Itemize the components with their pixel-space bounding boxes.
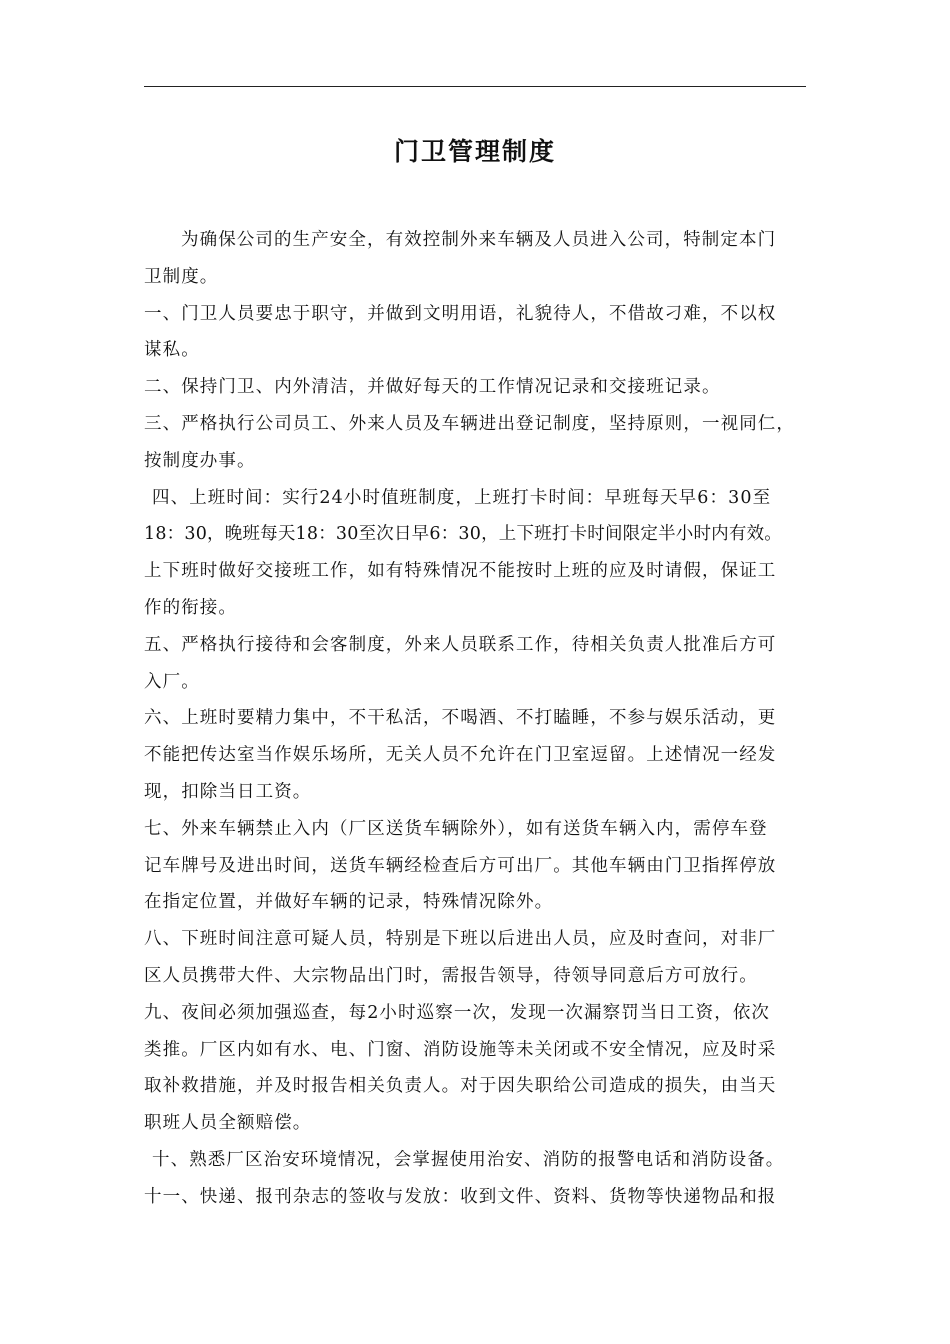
text-line: 18：30，晚班每天18：30至次日早6：30，上下班打卡时间限定半小时内有效。 bbox=[144, 524, 782, 545]
text-line: 四、上班时间：实行24小时值班制度，上班打卡时间：早班每天早6：30至 bbox=[152, 487, 772, 508]
text-line: 八、下班时间注意可疑人员，特别是下班以后进出人员，应及时查问，对非厂 bbox=[144, 929, 777, 950]
text-line: 十、熟悉厂区治安环境情况，会掌握使用治安、消防的报警电话和消防设备。 bbox=[152, 1149, 785, 1170]
paragraph-intro bbox=[144, 222, 820, 296]
text-line: 卫制度。 bbox=[144, 266, 219, 287]
paragraph-item-3 bbox=[144, 406, 820, 480]
paragraph-item-7 bbox=[144, 811, 820, 921]
text-line: 一、门卫人员要忠于职守，并做到文明用语，礼貌待人，不借故刁难，不以权 bbox=[144, 303, 777, 324]
text-line: 谋私。 bbox=[144, 340, 200, 361]
page-title: 门卫管理制度 bbox=[393, 137, 556, 166]
text-line: 二、保持门卫、内外清洁，并做好每天的工作情况记录和交接班记录。 bbox=[144, 377, 721, 398]
text-line: 为确保公司的生产安全，有效控制外来车辆及人员进入公司，特制定本门 bbox=[181, 230, 777, 250]
paragraph-item-8 bbox=[144, 921, 820, 995]
text-line: 现，扣除当日工资。 bbox=[144, 781, 312, 802]
text-line: 在指定位置，并做好车辆的记录，特殊情况除外。 bbox=[144, 892, 554, 913]
text-line: 七、外来车辆禁止入内（厂区送货车辆除外），如有送货车辆入内，需停车登 bbox=[144, 818, 768, 839]
text-line: 六、上班时要精力集中，不干私活，不喝酒、不打瞌睡，不参与娱乐活动，更 bbox=[144, 708, 777, 729]
text-line: 按制度办事。 bbox=[144, 450, 256, 471]
paragraph-item-11 bbox=[144, 1179, 820, 1216]
text-line: 作的衔接。 bbox=[144, 597, 237, 618]
text-line: 上下班时做好交接班工作，如有特殊情况不能按时上班的应及时请假，保证工 bbox=[144, 561, 777, 582]
paragraph-item-6 bbox=[144, 700, 820, 810]
text-line: 五、严格执行接待和会客制度，外来人员联系工作，待相关负责人批准后方可 bbox=[144, 634, 777, 655]
paragraph-item-1 bbox=[144, 296, 820, 370]
paragraph-item-10 bbox=[144, 1142, 820, 1179]
text-line: 记车牌号及进出时间，送货车辆经检查后方可出厂。其他车辆由门卫指挥停放 bbox=[144, 855, 777, 876]
text-line: 不能把传达室当作娱乐场所，无关人员不允许在门卫室逗留。上述情况一经发 bbox=[144, 745, 777, 766]
text-line: 取补救措施，并及时报告相关负责人。对于因失职给公司造成的损失，由当天 bbox=[144, 1076, 777, 1097]
header-rule bbox=[144, 86, 806, 87]
text-line: 三、严格执行公司员工、外来人员及车辆进出登记制度，坚持原则，一视同仁， bbox=[144, 413, 795, 434]
text-line: 九、夜间必须加强巡查，每2小时巡察一次，发现一次漏察罚当日工资，依次 bbox=[144, 1002, 771, 1023]
paragraph-item-2 bbox=[144, 369, 820, 406]
text-line: 职班人员全额赔偿。 bbox=[144, 1113, 312, 1134]
paragraph-item-9 bbox=[144, 995, 820, 1142]
text-line: 区人员携带大件、大宗物品出门时，需报告领导，待领导同意后方可放行。 bbox=[144, 965, 758, 986]
text-line: 入厂。 bbox=[144, 671, 200, 692]
text-line: 类推。厂区内如有水、电、门窗、消防设施等未关闭或不安全情况，应及时采 bbox=[144, 1039, 777, 1060]
text-line: 十一、快递、报刊杂志的签收与发放：收到文件、资料、货物等快递物品和报 bbox=[144, 1186, 777, 1207]
paragraph-item-4 bbox=[144, 480, 820, 627]
document-body bbox=[144, 222, 820, 1216]
paragraph-item-5 bbox=[144, 627, 820, 701]
